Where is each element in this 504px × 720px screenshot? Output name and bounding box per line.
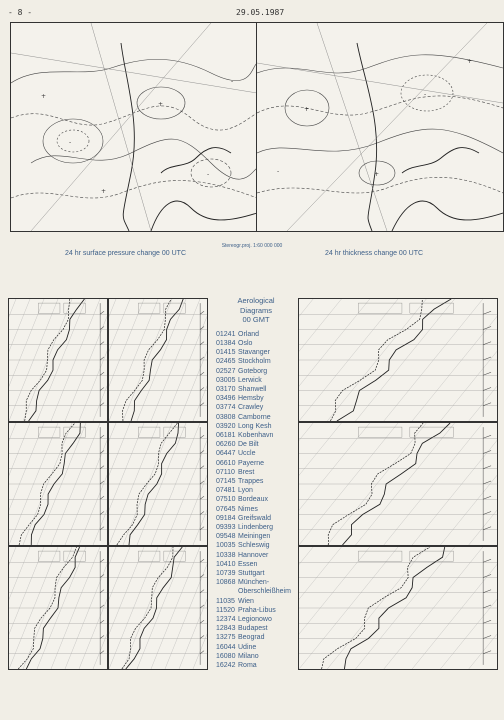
station-row <box>216 505 296 514</box>
station-name: Hannover <box>238 551 269 559</box>
station-code: 01384 <box>216 339 236 347</box>
station-code: 03774 <box>216 404 236 412</box>
sounding-panel <box>8 546 108 670</box>
station-name: Stockholm <box>238 358 271 366</box>
station-row <box>216 422 296 431</box>
sounding-panel <box>108 298 208 422</box>
station-row <box>216 523 296 532</box>
station-row <box>216 477 296 486</box>
station-name: Stavanger <box>238 349 270 357</box>
station-row <box>216 652 296 661</box>
svg-text:+: + <box>304 106 310 113</box>
station-name: Goteborg <box>238 367 268 375</box>
map-projection-note: Stereogr.proj. 1:60 000 000 <box>221 243 283 249</box>
station-code: 01241 <box>216 330 236 338</box>
station-name: Essen <box>238 560 258 568</box>
station-code: 07481 <box>216 487 236 495</box>
station-code: 03005 <box>216 376 236 384</box>
station-name: Nimes <box>238 505 258 513</box>
svg-text:-: - <box>69 139 72 146</box>
station-name: Greifswald <box>238 514 272 522</box>
station-code: 10410 <box>216 560 236 568</box>
station-name: Camborne <box>238 413 271 421</box>
station-row <box>216 330 296 339</box>
station-row <box>216 394 296 403</box>
station-code: 16044 <box>216 643 236 651</box>
station-code: 03496 <box>216 395 236 403</box>
station-name: Praha-Libus <box>238 606 276 614</box>
thickness-caption: 24 hr thickness change 00 UTC <box>325 250 424 257</box>
station-code: 06610 <box>216 459 236 467</box>
station-row <box>216 413 296 422</box>
station-name: Lyon <box>238 487 253 495</box>
page-number: - 8 - <box>8 8 33 17</box>
station-row <box>216 431 296 440</box>
station-code: 11520 <box>216 606 235 614</box>
title-line: 00 GMT <box>242 315 270 325</box>
sounding-diagrams-left <box>8 298 208 668</box>
svg-text:+: + <box>374 171 380 178</box>
svg-text:+: + <box>101 188 107 195</box>
station-row <box>216 339 296 348</box>
station-code: 03170 <box>216 386 236 393</box>
station-code: 07145 <box>216 478 236 486</box>
thickness-change-map <box>256 22 504 232</box>
sounding-panel <box>8 298 108 422</box>
station-name: Orland <box>238 330 260 338</box>
station-name: Budapest <box>238 625 268 633</box>
station-row <box>216 486 296 495</box>
station-code: 01415 <box>216 349 236 357</box>
station-row <box>216 569 296 578</box>
station-name: Legionowo <box>238 616 272 624</box>
svg-text:-: - <box>207 171 210 178</box>
station-code: 09184 <box>216 514 236 522</box>
station-row <box>216 606 296 615</box>
station-row <box>216 615 296 624</box>
station-code: 12374 <box>216 616 236 624</box>
station-row <box>216 643 296 652</box>
station-code: 10338 <box>216 551 236 559</box>
station-code: 07645 <box>216 505 236 513</box>
station-row <box>216 348 296 357</box>
station-row <box>216 541 296 550</box>
station-code: 09393 <box>216 524 236 532</box>
station-code: 07510 <box>216 496 236 504</box>
station-rows <box>216 330 296 671</box>
station-row <box>216 468 296 477</box>
station-code: 10868 <box>216 579 236 587</box>
station-row <box>216 551 296 560</box>
station-name: Bordeaux <box>238 496 268 504</box>
station-row <box>216 624 296 633</box>
svg-text:+: + <box>158 101 164 108</box>
station-name: Oslo <box>238 339 253 347</box>
aerological-station-list <box>216 296 296 670</box>
station-row <box>216 357 296 366</box>
station-row <box>216 385 296 394</box>
sounding-panel <box>298 422 498 546</box>
station-code: 03920 <box>216 422 236 430</box>
station-name: Payerne <box>238 459 265 467</box>
station-row <box>216 459 296 468</box>
title-line: Diagrams <box>239 305 273 315</box>
station-name: Long Kesh <box>238 422 272 430</box>
station-code: 12843 <box>216 625 236 633</box>
station-name: Schleswig <box>238 542 270 550</box>
station-name: Uccle <box>238 450 256 458</box>
station-code: 16080 <box>216 652 236 660</box>
station-code: 02465 <box>216 358 236 366</box>
svg-text:-: - <box>424 91 427 98</box>
title-line: Aerological <box>237 296 275 305</box>
station-name: Trappes <box>238 478 264 486</box>
station-name: Crawley <box>238 404 264 412</box>
svg-text:+: + <box>467 58 473 65</box>
station-code: 03808 <box>216 413 236 421</box>
station-row <box>216 376 296 385</box>
issue-date: 29.05.1987 <box>236 8 285 17</box>
station-row <box>216 532 296 541</box>
aerological-title <box>216 296 296 325</box>
station-row <box>216 440 296 449</box>
station-row <box>216 367 296 376</box>
station-row <box>216 403 296 412</box>
station-name: Hemsby <box>238 395 264 403</box>
station-row <box>216 578 296 587</box>
station-name: De Bilt <box>238 441 259 449</box>
station-row <box>216 560 296 569</box>
station-code: 06260 <box>216 441 236 449</box>
station-name: Brest <box>238 468 255 476</box>
station-name: Lerwick <box>238 376 262 384</box>
station-row <box>216 633 296 642</box>
station-row <box>216 597 296 606</box>
station-name: Wien <box>238 597 254 605</box>
station-row <box>216 514 296 523</box>
station-name: Shanwell <box>238 386 267 393</box>
svg-text:+: + <box>41 93 47 100</box>
station-code: 10035 <box>216 542 236 550</box>
station-row <box>216 449 296 458</box>
station-code: 13275 <box>216 634 236 642</box>
station-code: 11035 <box>216 597 235 605</box>
svg-text:-: - <box>231 78 234 85</box>
station-code: 07110 <box>216 468 235 476</box>
station-name: Roma <box>238 662 257 670</box>
station-row <box>216 661 296 670</box>
svg-text:-: - <box>277 168 280 175</box>
station-code: 16242 <box>216 662 236 670</box>
sounding-diagrams-right <box>298 298 498 668</box>
station-code: 09548 <box>216 533 236 541</box>
station-name-continuation: Oberschleißheim <box>238 588 291 596</box>
station-name: Stuttgart <box>238 570 265 578</box>
surface-pressure-change-map <box>10 22 258 232</box>
station-name: Kobenhavn <box>238 432 274 440</box>
station-name: Meiningen <box>238 533 271 541</box>
sounding-panel <box>108 422 208 546</box>
station-code: 10739 <box>216 570 236 578</box>
sounding-panel <box>108 546 208 670</box>
station-name: München- <box>238 579 270 587</box>
station-name: Milano <box>238 652 259 660</box>
station-name: Beograd <box>238 634 265 642</box>
station-row <box>216 495 296 504</box>
sounding-panel <box>298 546 498 670</box>
station-name: Lindenberg <box>238 524 274 532</box>
station-code: 06181 <box>216 432 236 440</box>
station-name: Udine <box>238 643 257 651</box>
sounding-panel <box>298 298 498 422</box>
station-code: 02527 <box>216 367 236 375</box>
station-code: 06447 <box>216 450 236 458</box>
sounding-panel <box>8 422 108 546</box>
surface-pressure-caption: 24 hr surface pressure change 00 UTC <box>65 250 187 257</box>
